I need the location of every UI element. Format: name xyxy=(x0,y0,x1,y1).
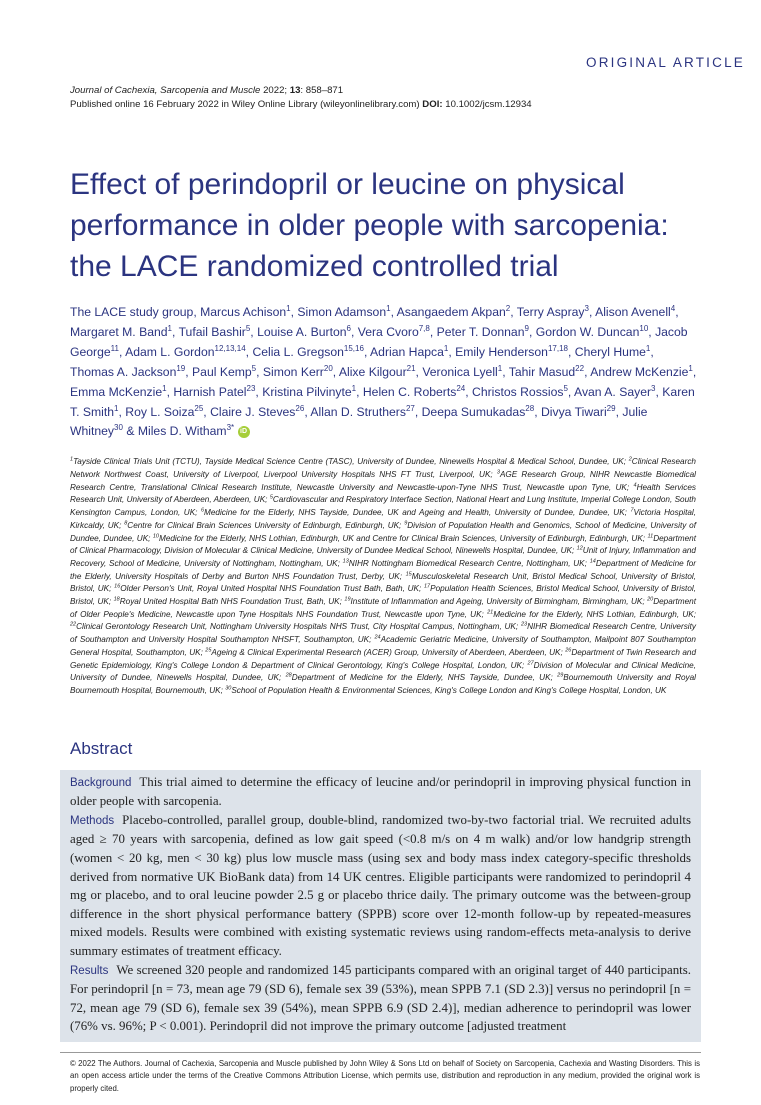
affiliation-number: 22 xyxy=(70,621,77,628)
author-affiliation-ref: 24 xyxy=(456,383,466,393)
author-affiliation-ref: 10 xyxy=(639,323,649,333)
affiliation-text: Department of Older People's Medicine, Newcastle upon Tyne Hospitals NHS Foundation Trust, Newcastle upon Tyne, UK; xyxy=(70,597,696,619)
orcid-icon[interactable]: iD xyxy=(238,426,250,438)
author-affiliation-ref: 1 xyxy=(386,303,391,313)
copyright-footer: © 2022 The Authors. Journal of Cachexia, Sarcopenia and Muscle published by John Wiley & Sons Ltd on behalf of Society on Sarcopenia, Cachexia and Wasting Disorders. This is an open access article under the terms of the Creative Commons Attribution License, which permits use, distribution and reproduction in any medium, provided the original work is properly cited. xyxy=(70,1059,700,1093)
affiliation-number: 24 xyxy=(374,634,381,641)
author-name: Emily Henderson xyxy=(455,344,548,359)
abstract-heading: Abstract xyxy=(70,738,133,758)
background-text: This trial aimed to determine the efficacy of leucine and/or perindopril in improving physical function in older people with sarcopenia. xyxy=(70,774,691,809)
author-name: Veronica Lyell xyxy=(422,364,498,379)
author-name: Deepa Sumukadas xyxy=(421,404,526,419)
affiliation-number: 8 xyxy=(124,520,128,527)
affiliation-text: Tayside Clinical Trials Unit (TCTU), Tayside Medical Science Centre (TASC), University of Dundee, Ninewells Hospital & Medical School, Dundee, UK; xyxy=(73,457,629,467)
author-name: Simon Kerr xyxy=(262,364,324,379)
affiliation-number: 16 xyxy=(114,583,121,590)
affiliation-number: 15 xyxy=(405,570,412,577)
affiliation-number: 14 xyxy=(589,558,596,565)
affiliation-text: Unit of Injury, Inflammation and Recovery, School of Medicine, University of Nottingham, Nottingham, UK; xyxy=(70,546,696,568)
affiliation-text: Medicine for the Elderly, NHS Tayside, Dundee, UK and Ageing and Health, University of Dundee, Dundee, UK; xyxy=(204,508,631,518)
affiliation-number: 2 xyxy=(628,456,632,463)
author-affiliation-ref: 3 xyxy=(651,383,656,393)
affiliation-number: 29 xyxy=(557,672,564,679)
abstract-methods xyxy=(70,811,691,961)
article-type-label: ORIGINAL ARTICLE xyxy=(586,55,745,70)
affiliation-text: Ageing & Clinical Experimental Research (ACER) Group, University of Aberdeen, Aberdeen, UK; xyxy=(211,647,566,657)
author-affiliation-ref: 3 xyxy=(584,303,589,313)
author-name: Paul Kemp xyxy=(192,364,252,379)
author-affiliation-ref: 1 xyxy=(645,343,651,353)
affiliation-number: 13 xyxy=(342,558,349,565)
author-affiliation-ref: 1 xyxy=(497,363,503,373)
affiliation-text: Department of Medicine for the Elderly, University Hospitals of Derby and Burton NHS Foundation Trust, Derby, UK; xyxy=(70,558,697,581)
author-list: The LACE study group, Marcus Achison$^1$, Simon Adamson$^1$, Asangaedem Akpan$^2$, Terry Aspray$^3$, Alison Avenell$^4$, Margaret M. Band$^1$, Tufail Bashir$^5$, Louise A. Burton$^6$, Vera Cvoro$^{7,8}$, Peter T. Donnan$^9$, Gordon W. Duncan$^{10}$, Jacob George$^{11}$, Adam L. Gordon$^{12,13,14}$, Celia L. Gregson$^{15,16}$, Adrian Hapca$^1$, Emily Henderson$^{17,18}$, Cheryl Hume$^1$, Thomas A. Jackson$^{19}$, Paul Kemp$^5$, Simon Kerr$^{20}$, Alixe Kilgour$^{21}$, Veronica Lyell$^1$, Tahir Masud$^{22}$, Andrew McKenzie$^1$, Emma McKenzie$^1$, Harnish Patel$^{23}$, Kristina Pilvinyte$^1$, Helen C. Roberts$^{24}$, Christos Rossios$^5$, Avan A. Sayer$^3$, Karen T. Smith$^1$, Roy L. Soiza$^{25}$, Claire J. Steves$^{26}$, Allan D. Struthers$^{27}$, Deepa Sumukadas$^{28}$, Divya Tiwari$^{29}$, Julie Whitney$^{30}$ & Miles D. Witham$^{3*}$ iD xyxy=(70,303,697,439)
author-name: Karen T. Smith xyxy=(70,384,695,419)
journal-name: Journal of Cachexia, Sarcopenia and Muscle xyxy=(70,85,261,96)
affiliation-text: Musculoskeletal Research Unit, Bristol Medical School, University of Bristol, Bristol, UK; xyxy=(70,571,696,594)
affiliation-number: 20 xyxy=(647,596,654,603)
affiliation-text: Clinical Gerontology Research Unit, Nottingham University Hospitals NHS Trust, City Hospital Campus, Nottingham, UK; xyxy=(76,622,521,632)
author-affiliation-ref: 1 xyxy=(351,383,357,393)
affiliation-number: 28 xyxy=(285,672,292,679)
author-affiliation-ref: 2 xyxy=(505,303,511,313)
results-label: Results xyxy=(70,964,109,977)
affiliation-number: 26 xyxy=(565,647,572,654)
author-affiliation-ref: 25 xyxy=(194,403,204,413)
affiliation-number: 10 xyxy=(152,532,159,539)
author-affiliation-ref: 5 xyxy=(245,323,251,333)
author-name: Terry Aspray xyxy=(516,305,585,319)
affiliation-text: NIHR Biomedical Research Centre, University of Southampton and University Hospital Southampton NHSFT, Southampton, UK; xyxy=(70,622,696,645)
affiliation-number: 3 xyxy=(496,469,500,476)
author-name: Julie Whitney xyxy=(70,404,648,439)
affiliation-text: Victoria Hospital, Kirkcaldy, UK; xyxy=(70,508,697,530)
author-name: Tahir Masud xyxy=(508,364,576,379)
author-affiliation-ref: 23 xyxy=(246,383,256,393)
affiliation-number: 19 xyxy=(344,596,351,603)
author-name: Louise A. Burton xyxy=(257,324,347,339)
author-affiliation-ref: 1 xyxy=(167,323,172,333)
author-name: Avan A. Sayer xyxy=(574,384,652,399)
author-affiliation-ref: 5 xyxy=(251,363,257,373)
author-affiliation-ref: 7,8 xyxy=(418,323,430,333)
affiliation-text: Centre for Clinical Brain Sciences University of Edinburgh, Edinburgh, UK; xyxy=(127,520,405,530)
author-name: Divya Tiwari xyxy=(540,404,607,419)
author-name: Jacob George xyxy=(70,324,688,359)
author-affiliation-ref: 28 xyxy=(525,403,535,413)
journal-volume: 13 xyxy=(289,85,301,96)
author-affiliation-ref: 1 xyxy=(443,343,449,353)
author-affiliation-ref: 1 xyxy=(688,363,693,373)
doi-label: DOI: xyxy=(422,99,443,110)
author-affiliation-ref: 9 xyxy=(524,323,529,333)
author-name: Tufail Bashir xyxy=(178,324,246,339)
background-label: Background xyxy=(70,776,132,789)
journal-year: 2022; xyxy=(263,85,290,96)
results-text: We screened 320 people and randomized 145 participants compared with an original target of 440 participants. For perindopril [n = 73, mean age 79 (SD 6), female sex 39 (53%), mean SPPB 7.1 (SD 2.3)] versus no perindopril [n = 72, mean age 79 (SD 6), female sex 39 (54%), mean SPPB 6.9 (SD 2.4)], median adherence to perindopril was lower (76% vs. 96%; P < 0.001). Perindopril did not improve the primary outcome [adjusted treatment xyxy=(70,962,691,1034)
affiliation-text: Bournemouth University and Royal Bournemouth Hospital, Bournemouth, UK; xyxy=(70,673,696,695)
author-affiliation-ref: 15,16 xyxy=(343,343,364,353)
author-name: Celia L. Gregson xyxy=(252,344,344,359)
affiliation-number: 25 xyxy=(205,647,212,654)
author-affiliation-ref: 26 xyxy=(295,403,305,413)
affiliation-text: Medicine for the Elderly, NHS Lothian, Edinburgh, UK and Centre for Clinical Brain Sciences, University of Edinburgh, Edinburgh, UK; xyxy=(159,533,648,543)
affiliation-number: 6 xyxy=(200,507,205,514)
affiliation-number: 4 xyxy=(633,482,637,489)
affiliation-text: Health Services Research Unit, University of Aberdeen, Aberdeen, UK; xyxy=(70,482,696,505)
author-name: Miles D. Witham xyxy=(137,424,227,439)
doi-link[interactable]: 10.1002/jcsm.12934 xyxy=(442,99,532,110)
author-affiliation-ref: 21 xyxy=(406,363,416,373)
author-name: Kristina Pilvinyte xyxy=(262,384,352,399)
methods-label: Methods xyxy=(70,814,115,827)
affiliation-text: Population Health Sciences, Bristol Medical School, University of Bristol, Bristol, UK; xyxy=(70,584,696,607)
affiliation-text: Institute of Inflammation and Ageing, University of Birmingham, Birmingham, UK; xyxy=(350,597,648,607)
affiliation-text: NIHR Nottingham Biomedical Research Centre, Nottingham, UK; xyxy=(348,558,590,568)
footer-divider xyxy=(60,1052,701,1053)
author-affiliation-ref: 30 xyxy=(114,423,123,433)
author-name: Marcus Achison xyxy=(200,305,287,319)
author-name: Harnish Patel xyxy=(173,384,247,399)
author-affiliation-ref: 11 xyxy=(110,343,119,353)
author-name: Cheryl Hume xyxy=(574,344,646,359)
author-name: Adam L. Gordon xyxy=(125,344,215,359)
affiliations xyxy=(70,456,696,697)
affiliation-number: 17 xyxy=(424,583,431,590)
author-affiliation-ref: 6 xyxy=(346,323,351,333)
author-affiliation-ref: 1 xyxy=(114,403,119,413)
author-name: Andrew McKenzie xyxy=(590,364,689,379)
author-affiliation-ref: 27 xyxy=(405,403,415,413)
affiliation-number: 1 xyxy=(70,456,74,463)
author-name: Margaret M. Band xyxy=(70,324,168,339)
author-name: The LACE study group xyxy=(70,305,194,319)
affiliation-number: 11 xyxy=(647,532,654,539)
affiliation-number: 5 xyxy=(269,494,273,501)
affiliation-number: 12 xyxy=(576,545,583,552)
affiliation-number: 18 xyxy=(113,596,120,603)
author-name: Adrian Hapca xyxy=(370,344,444,359)
affiliation-number: 30 xyxy=(225,685,232,692)
author-name: Thomas A. Jackson xyxy=(70,364,177,379)
abstract-box xyxy=(60,770,701,1042)
author-name: Emma McKenzie xyxy=(70,384,163,399)
author-name: Claire J. Steves xyxy=(210,404,296,419)
author-name: Vera Cvoro xyxy=(357,324,419,339)
affiliation-text: Division of Population Health and Genomics, School of Medicine, University of Dundee, Dundee, UK; xyxy=(70,520,696,543)
author-name: Alison Avenell xyxy=(595,305,671,319)
affiliation-text: School of Population Health & Environmental Sciences, King's College London and King's College Hospital, London, UK xyxy=(231,686,667,695)
author-affiliation-ref: 29 xyxy=(606,403,616,413)
affiliation-text: AGE Research Group, NIHR Newcastle Biomedical Research Centre, Translational Clinical Research Institute, Newcastle University and Newcastle-upon-Tyne NHS Trust, Newcastle upon Tyne, UK; xyxy=(70,470,697,492)
author-affiliation-ref: 19 xyxy=(176,363,186,373)
author-affiliation-ref: 1 xyxy=(162,383,167,393)
affiliation-text: Academic Geriatric Medicine, University of Southampton, Mailpoint 807 Southampton General Hospital, Southampton, UK; xyxy=(70,635,696,657)
author-name: Helen C. Roberts xyxy=(362,384,457,399)
author-affiliation-ref: 17,18 xyxy=(547,343,568,353)
author-name: Gordon W. Duncan xyxy=(535,324,640,339)
affiliation-text: Department of Clinical Pharmacology, Division of Molecular & Clinical Medicine, University of Dundee Medical School, Ninewells Hospital, Dundee, UK; xyxy=(70,533,696,556)
author-affiliation-ref: 1 xyxy=(286,303,291,313)
abstract-background xyxy=(70,773,691,811)
author-name: Christos Rossios xyxy=(472,384,564,399)
affiliation-number: 21 xyxy=(487,609,494,616)
author-affiliation-ref: 22 xyxy=(575,363,585,373)
paper-title: Effect of perindopril or leucine on physical performance in older people with sarcopenia: the LACE randomized controlled trial xyxy=(70,168,669,283)
affiliation-text: Department of Twin Research and Genetic Epidemiology, King's College London & Department of Clinical Gerontology, King's College Hospital, London, UK; xyxy=(70,647,696,670)
methods-text: Placebo-controlled, parallel group, double-blind, randomized two-by-two factorial trial. We recruited adults aged ≥ 70 years with sarcopenia, defined as low gait speed (<0.8 m/s on 4 m walk) and/or low handgrip strength (women < 20 kg, men < 30 kg) plus low muscle mass (using sex and body mass index category-specific thresholds derived from normative UK BioBank data) from 14 UK centres. Eligible participants were randomized to perindopril 4 mg or placebo, and to oral leucine powder 2.5 g or placebo thrice daily. The primary outcome was the between-group difference in the short physical performance battery (SPPB) score over 12-month follow-up by repeated-measures mixed models. Results were combined with existing systematic reviews using random-effects meta-analysis to derive summary estimates of treatment efficacy. xyxy=(70,812,691,959)
author-name: Alixe Kilgour xyxy=(338,364,407,379)
author-name: Simon Adamson xyxy=(297,305,387,319)
author-name: Peter T. Donnan xyxy=(436,324,525,339)
published-info: Published online 16 February 2022 in Wiley Online Library (wileyonlinelibrary.com) xyxy=(70,99,423,110)
affiliation-text: Division of Molecular and Clinical Medicine, University of Dundee, Ninewells Hospital, Dundee, UK; xyxy=(70,660,696,683)
author-name: Roy L. Soiza xyxy=(125,404,195,419)
author-affiliation-ref: 12,13,14 xyxy=(214,343,246,353)
author-affiliation-ref: 5 xyxy=(563,383,568,393)
affiliation-number: 27 xyxy=(527,659,534,666)
author-name: Asangaedem Akpan xyxy=(396,305,506,319)
author-name: Allan D. Struthers xyxy=(310,404,406,419)
journal-pages: : 858–871 xyxy=(300,85,344,96)
affiliation-text: Cardiovascular and Respiratory Interface Section, National Heart and Lung Institute, Imperial College London, South Kensington Campus, London, UK; xyxy=(70,495,696,518)
author-affiliation-ref: 20 xyxy=(323,363,333,373)
affiliation-number: 23 xyxy=(520,621,528,628)
author-affiliation-ref: 4 xyxy=(670,303,676,313)
affiliation-number: 7 xyxy=(630,507,634,514)
affiliation-text: Royal United Hospital Bath NHS Foundation Trust, Bath, UK; xyxy=(119,597,345,607)
abstract-results xyxy=(70,961,691,1036)
affiliation-number: 9 xyxy=(404,520,408,527)
affiliation-text: Clinical Research Network Northwest Coast, University of Liverpool, Liverpool University Hospitals NHS FT Trust, Liverpool, UK; xyxy=(70,457,696,480)
author-affiliation-ref: 3* xyxy=(226,423,235,433)
affiliation-text: Department of Medicine for the Elderly, NHS Tayside, Dundee, UK; xyxy=(291,673,558,683)
affiliation-text: Medicine for the Elderly, NHS Lothian, Edinburgh, UK; xyxy=(493,609,697,619)
affiliation-text: Older Person's Unit, Royal United Hospital NHS Foundation Trust Bath, Bath, UK; xyxy=(120,584,424,594)
journal-info xyxy=(70,84,701,112)
